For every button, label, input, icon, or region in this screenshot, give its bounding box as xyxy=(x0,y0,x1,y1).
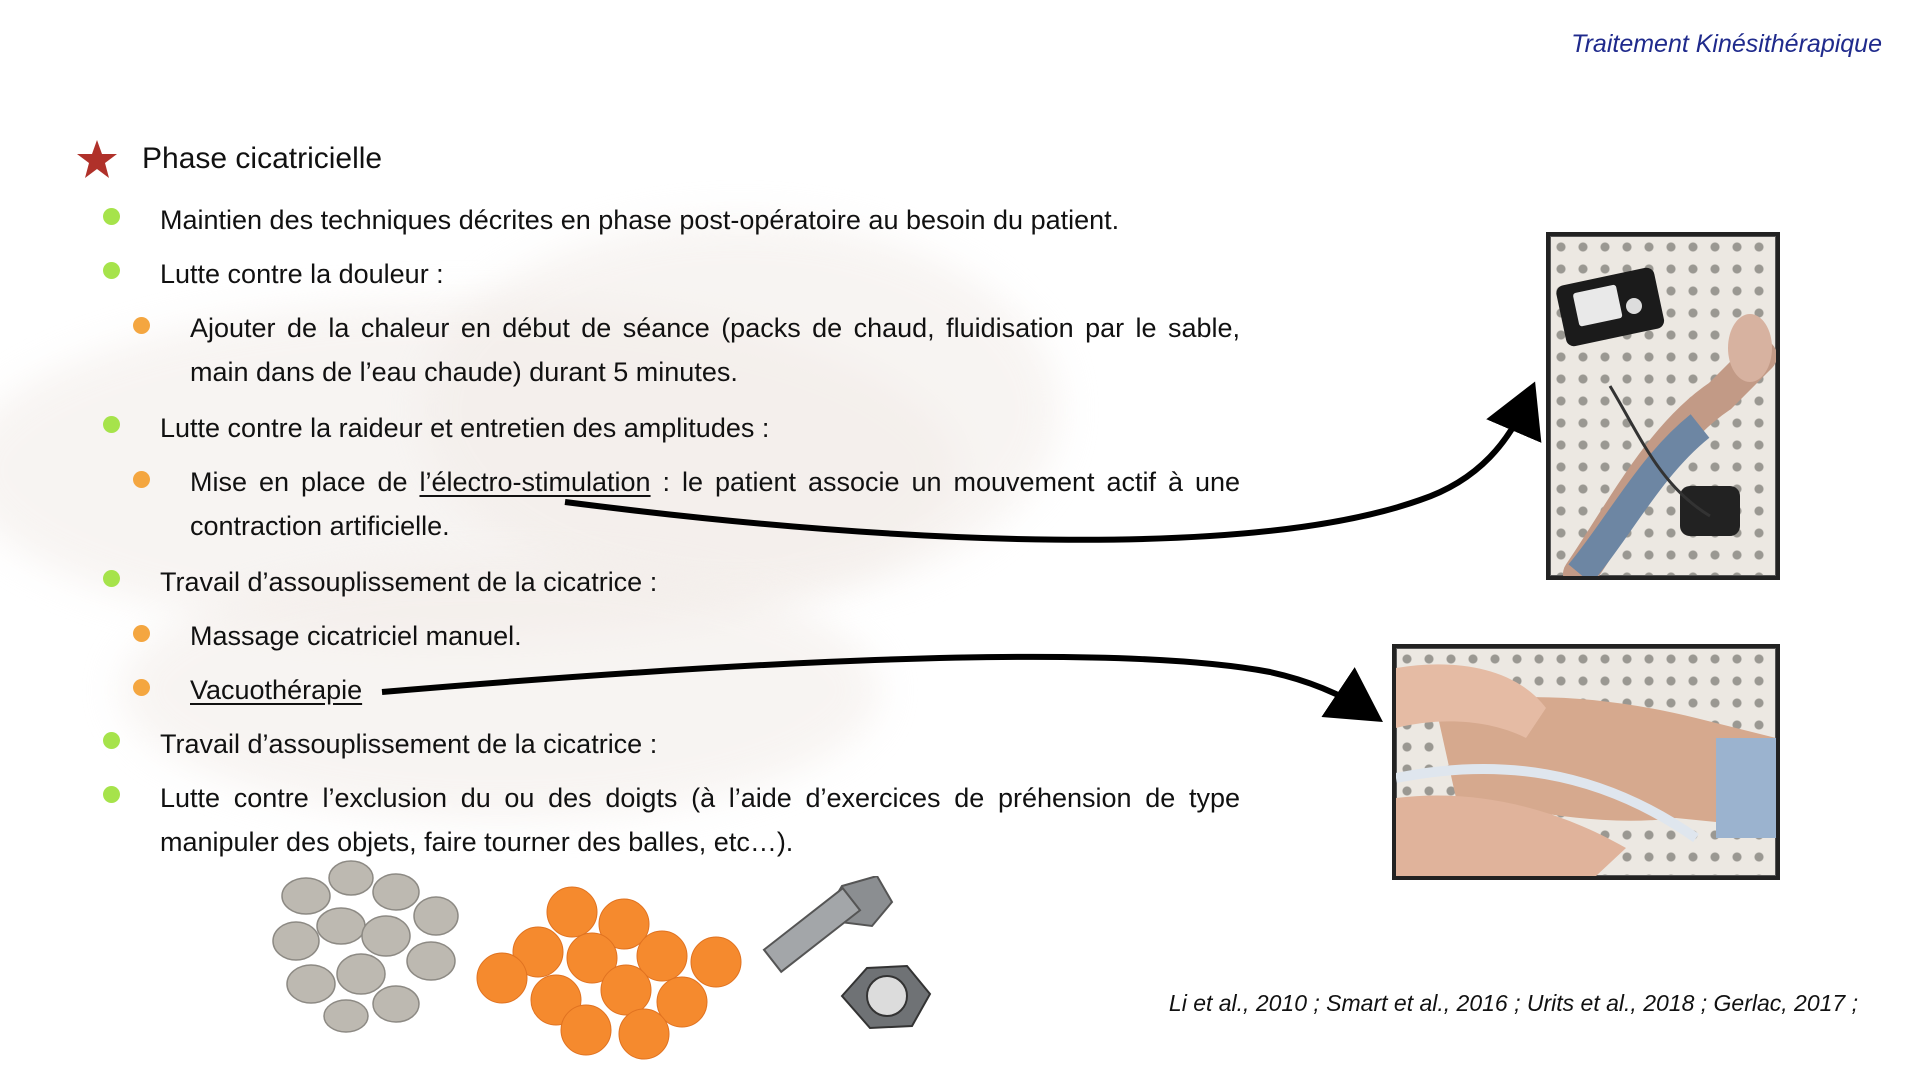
list-item: Lutte contre l’exclusion du ou des doigts (à l’aide d’exercices de préhension de type manipuler des objets, faire tourner des balles, etc…). xyxy=(160,783,1240,857)
arrow-vacuotherapy xyxy=(382,657,1368,712)
header-title: Traitement Kinésithérapique xyxy=(1571,30,1882,58)
list-item-text: Mise en place de xyxy=(190,467,420,497)
list-item: Lutte contre la raideur et entretien des amplitudes : xyxy=(160,413,770,443)
list-item: Lutte contre la douleur : xyxy=(160,259,444,289)
list-item-text: : le patient associe un mouvement actif à une contraction artificielle. xyxy=(190,467,1241,541)
list-item: Travail d’assouplissement de la cicatrice : xyxy=(160,567,658,597)
list-item: Maintien des techniques décrites en phase post-opératoire au besoin du patient. xyxy=(160,205,1120,235)
vacuotherapy-link[interactable]: Vacuothérapie xyxy=(190,675,363,705)
list-item: Massage cicatriciel manuel. xyxy=(190,621,522,651)
arrow-electrostim xyxy=(565,398,1528,540)
section-title: Phase cicatricielle xyxy=(142,142,383,175)
list-item: Ajouter de la chaleur en début de séance (packs de chaud, fluidisation par le sable, main dans de l’eau chaude) durant 5 minutes. xyxy=(190,313,1240,387)
electrostimulation-link[interactable]: l’électro-stimulation xyxy=(419,467,651,497)
references: Li et al., 2010 ; Smart et al., 2016 ; Urits et al., 2018 ; Gerlac, 2017 ; xyxy=(1168,990,1858,1016)
orange-balls-image xyxy=(476,884,744,1064)
list-item: Travail d’assouplissement de la cicatrice : xyxy=(160,729,658,759)
bolt-nut-image xyxy=(752,876,952,1056)
pebbles-image xyxy=(266,856,470,1036)
